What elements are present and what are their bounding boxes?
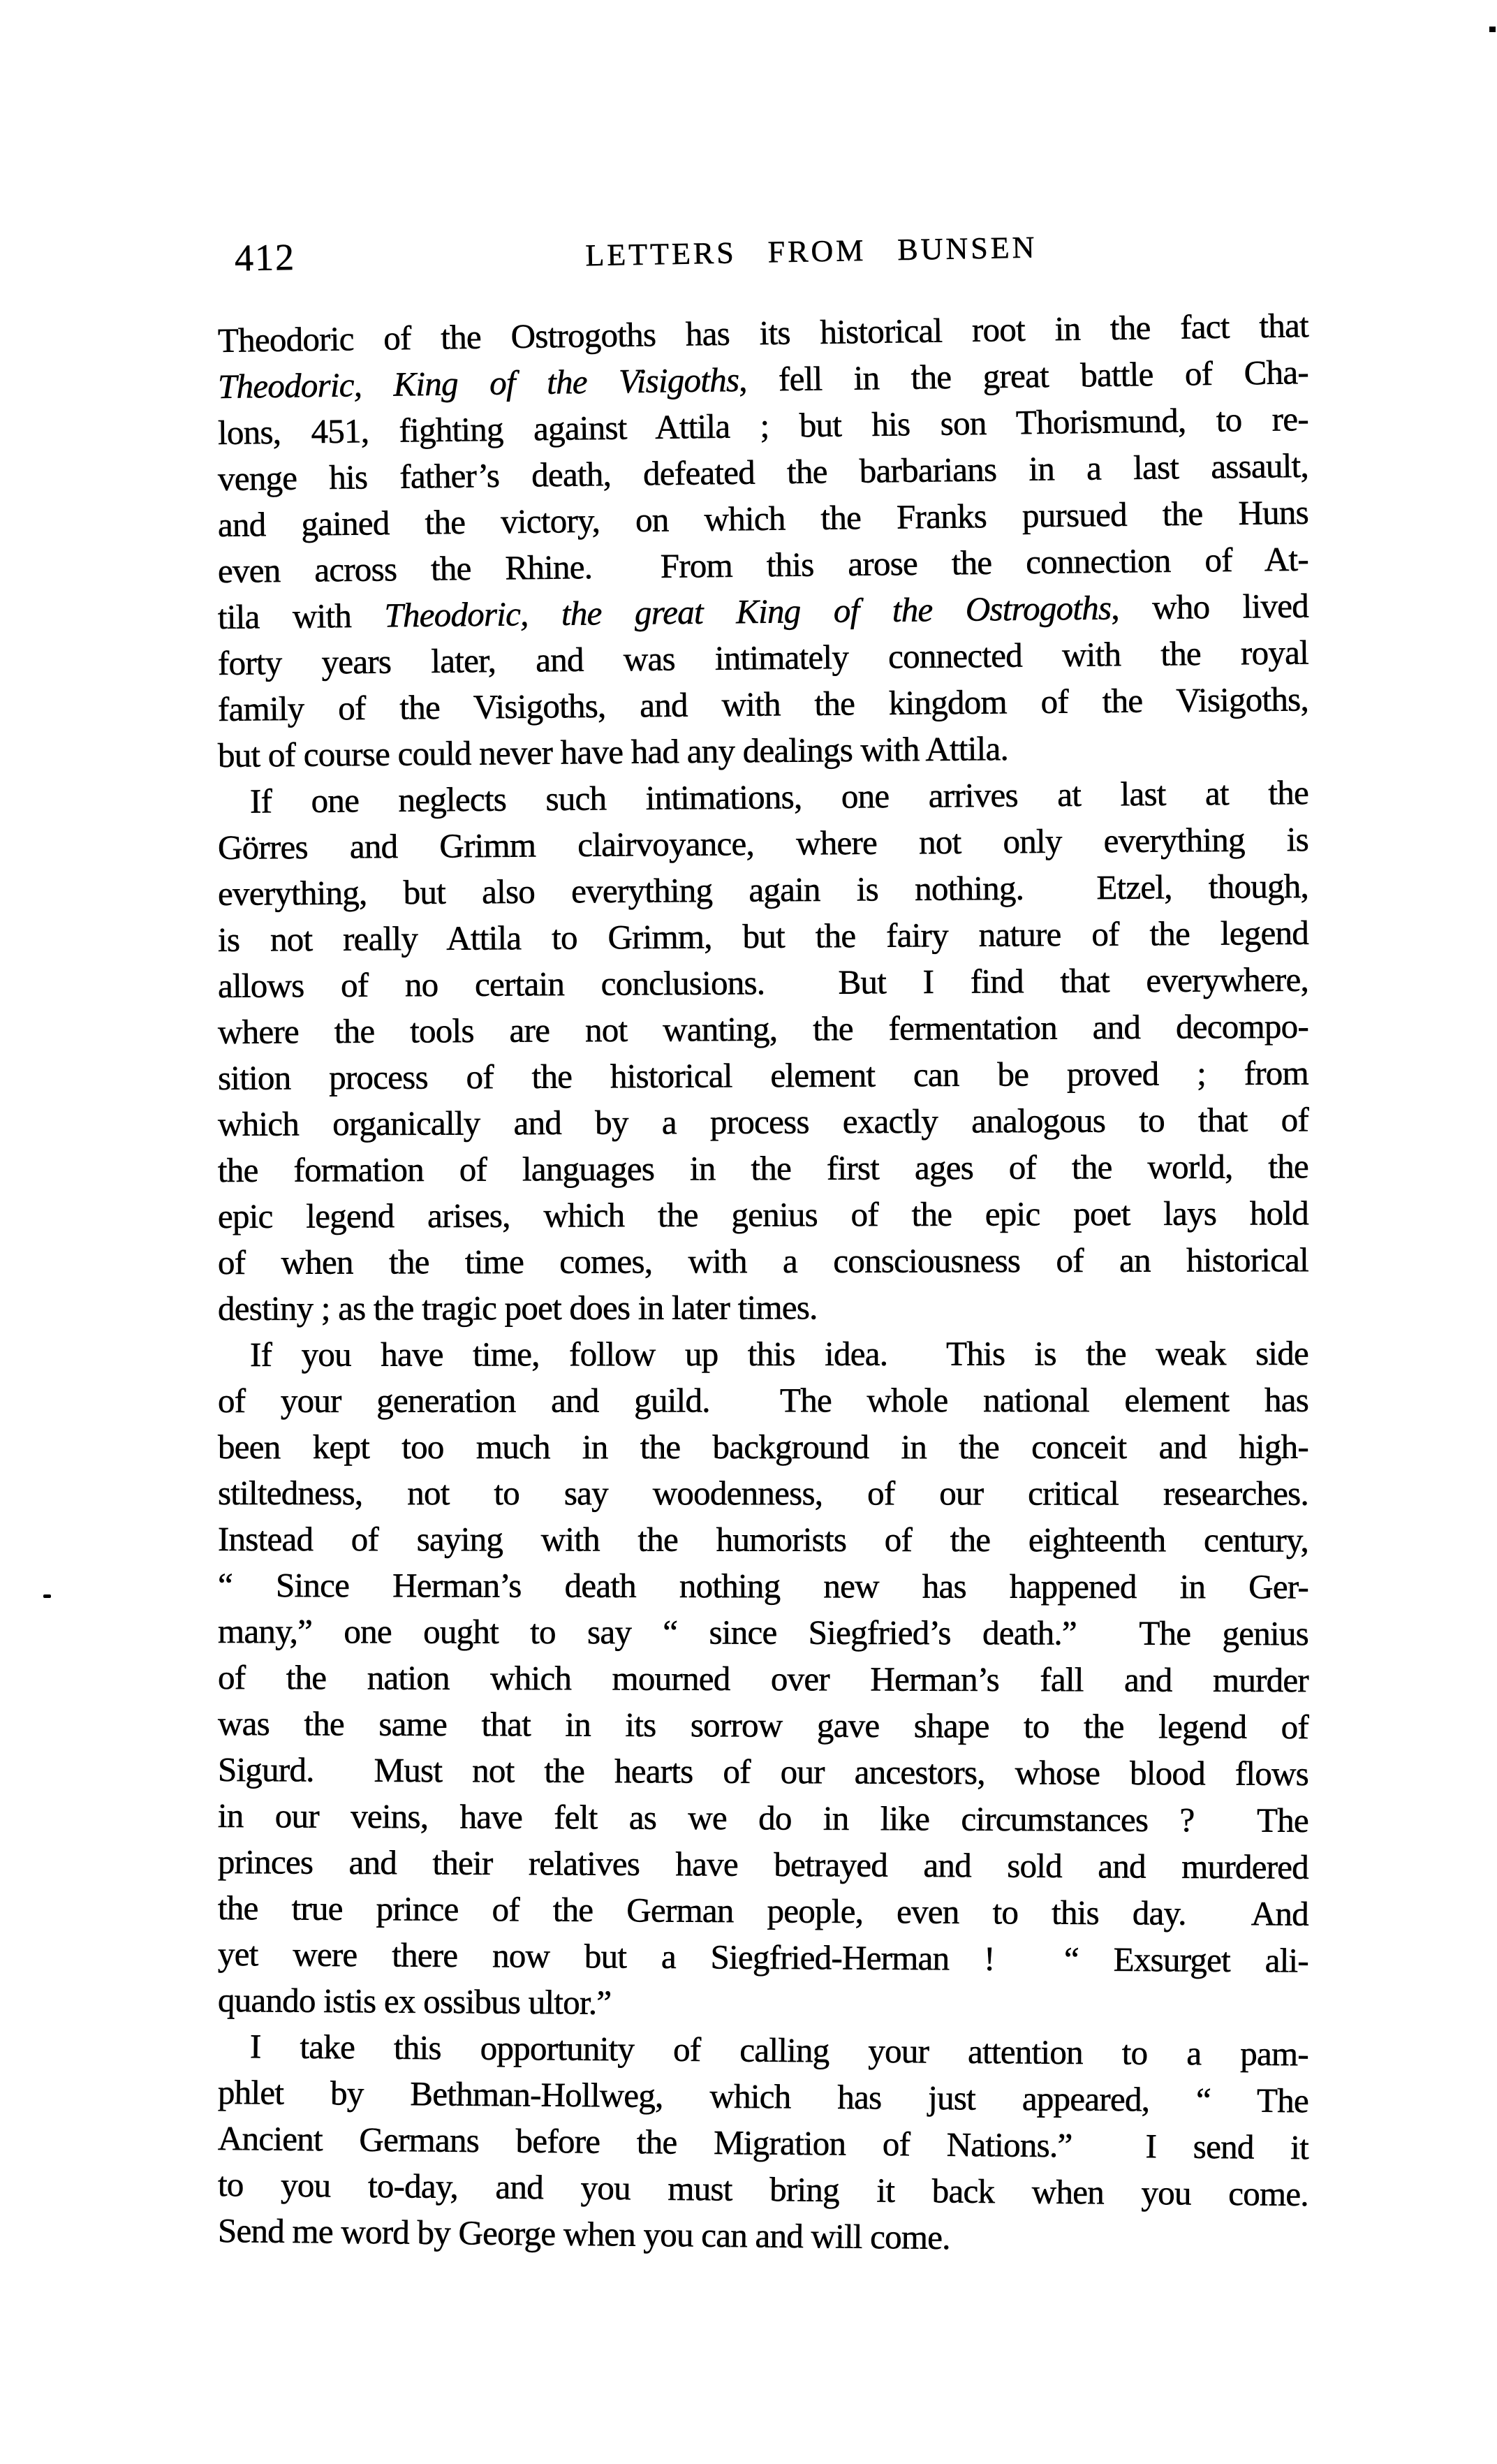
- text-line: [218, 1655, 1308, 1703]
- italic-phrase: Theodoric, the great King of the Ostrogoths: [384, 588, 1112, 635]
- text-line: [218, 1097, 1308, 1147]
- text-segment: many,” one ought to say “ since Siegfried’s death.” The genius: [217, 1612, 1309, 1653]
- text-segment: stiltedness, not to say woodenness, of our critical researches.: [217, 1474, 1309, 1513]
- text-line: [218, 1562, 1308, 1610]
- text-line: [218, 2208, 1309, 2264]
- body-text: [217, 306, 1309, 2257]
- text-segment: epic legend arises, which the genius of the epic poet lays hold: [217, 1194, 1309, 1235]
- text-segment: forty years later, and was intimately connected with the royal: [217, 633, 1309, 682]
- text-line: [218, 1377, 1308, 1424]
- text-line: [218, 2023, 1308, 2077]
- text-segment: the true prince of the German people, even to this day. And: [217, 1889, 1309, 1933]
- text-line: [218, 1516, 1308, 1564]
- text-line: [218, 1330, 1308, 1378]
- text-segment: of your generation and guild. The whole national element has: [217, 1380, 1309, 1420]
- text-segment: sition process of the historical element can be proved ; from: [217, 1053, 1309, 1097]
- text-line: [218, 1977, 1308, 2030]
- text-segment: Görres and Grimm clairvoyance, where not only everything is: [217, 820, 1309, 867]
- text-segment: , who lived: [1111, 586, 1309, 627]
- text-segment: where the tools are not wanting, the fermentation and decompo-: [217, 1006, 1309, 1051]
- text-segment: tila with: [217, 596, 385, 636]
- text-segment: yet were there now but a Siegfried-Herman ! “ Exsurget ali-: [217, 1935, 1309, 1980]
- running-title: LETTERS FROM BUNSEN: [585, 230, 1038, 273]
- text-line: [218, 1424, 1308, 1470]
- text-line: [218, 816, 1308, 871]
- text-segment: the formation of languages in the first ages of the world, the: [217, 1147, 1309, 1189]
- text-line: [218, 1470, 1308, 1517]
- text-segment: in our veins, have felt as we do in like circumstances ? The: [217, 1796, 1309, 1840]
- italic-phrase: Theodoric, King of the Visigoths: [217, 360, 739, 406]
- text-line: [218, 1701, 1308, 1750]
- text-segment: family of the Visigoths, and with the kingdom of the Visigoths,: [217, 680, 1309, 728]
- text-line: [218, 2069, 1308, 2124]
- text-segment: If you have time, follow up this idea. This is the weak side: [249, 1333, 1309, 1374]
- text-segment: Ancient Germans before the Migration of Nations.” I send it: [217, 2119, 1309, 2167]
- text-line: [218, 1050, 1308, 1101]
- text-segment: Send me word by George when you can and will come.: [217, 2211, 951, 2257]
- text-segment: was the same that in its sorrow gave shape to the legend of: [217, 1704, 1309, 1747]
- text-segment: princes and their relatives have betrayed and sold and murdered: [217, 1842, 1309, 1886]
- text-segment: phlet by Bethman-Hollweg, which has just appeared, “ The: [217, 2073, 1309, 2120]
- ink-speck-top-right: [1489, 27, 1496, 32]
- text-segment: everything, but also everything again is nothing. Etzel, though,: [217, 866, 1309, 913]
- text-line: [218, 1885, 1308, 1937]
- text-segment: and gained the victory, on which the Franks pursued the Huns: [217, 492, 1309, 544]
- text-line: [218, 1793, 1308, 1844]
- text-segment: even across the Rhine. From this arose the connection of At-: [217, 539, 1309, 590]
- text-line: [218, 1190, 1308, 1240]
- text-segment: allows of no certain conclusions. But I find that everywhere,: [217, 960, 1309, 1005]
- text-line: [218, 1608, 1308, 1657]
- text-line: [218, 957, 1308, 1009]
- ink-speck-left-margin: [43, 1594, 51, 1598]
- text-line: [218, 770, 1308, 825]
- text-segment: destiny ; as the tragic poet does in later times.: [217, 1288, 818, 1328]
- text-line: [218, 1284, 1308, 1332]
- text-line: [218, 1839, 1308, 1891]
- text-segment: , fell in the great battle of Cha-: [738, 353, 1309, 399]
- text-segment: “ Since Herman’s death nothing new has happened in Ger-: [217, 1566, 1309, 1606]
- text-segment: of when the time comes, with a consciousness of an historical: [217, 1240, 1309, 1282]
- text-segment: Instead of saying with the humorists of the eighteenth century,: [217, 1520, 1309, 1560]
- text-segment: Theodoric of the Ostrogoths has its historical root in the fact that: [217, 306, 1309, 360]
- text-line: [218, 910, 1308, 963]
- page-number: 412: [234, 235, 296, 279]
- text-line: [218, 1747, 1308, 1797]
- text-segment: to you to-day, and you must bring it back when you come.: [217, 2165, 1309, 2214]
- text-line: [218, 1143, 1308, 1194]
- text-segment: I take this opportunity of calling your attention to a pam-: [249, 2027, 1309, 2074]
- text-line: [218, 1237, 1308, 1286]
- text-segment: lons, 451, fighting against Attila ; but his son Thorismund, to re-: [217, 399, 1309, 452]
- text-segment: been kept too much in the background in the conceit and high-: [217, 1427, 1309, 1466]
- text-segment: venge his father’s death, defeated the barbarians in a last assault,: [217, 446, 1309, 498]
- text-segment: If one neglects such intimations, one arrives at last at the: [249, 773, 1309, 821]
- text-segment: quando istis ex ossibus ultor.”: [217, 1981, 612, 2022]
- page-header: [217, 212, 1308, 285]
- text-line: [218, 723, 1309, 779]
- text-segment: is not really Attila to Grimm, but the fairy nature of the legend: [217, 913, 1309, 959]
- text-segment: which organically and by a process exactly analogous to that of: [217, 1100, 1309, 1143]
- text-segment: but of course could never have had any dealings with Attila.: [217, 729, 1009, 775]
- text-segment: Sigurd. Must not the hearts of our ancestors, whose blood flows: [217, 1750, 1309, 1794]
- text-segment: of the nation which mourned over Herman’s fall and murder: [217, 1658, 1309, 1700]
- text-line: [218, 1931, 1308, 1984]
- text-line: [218, 1004, 1308, 1055]
- text-line: [218, 863, 1308, 917]
